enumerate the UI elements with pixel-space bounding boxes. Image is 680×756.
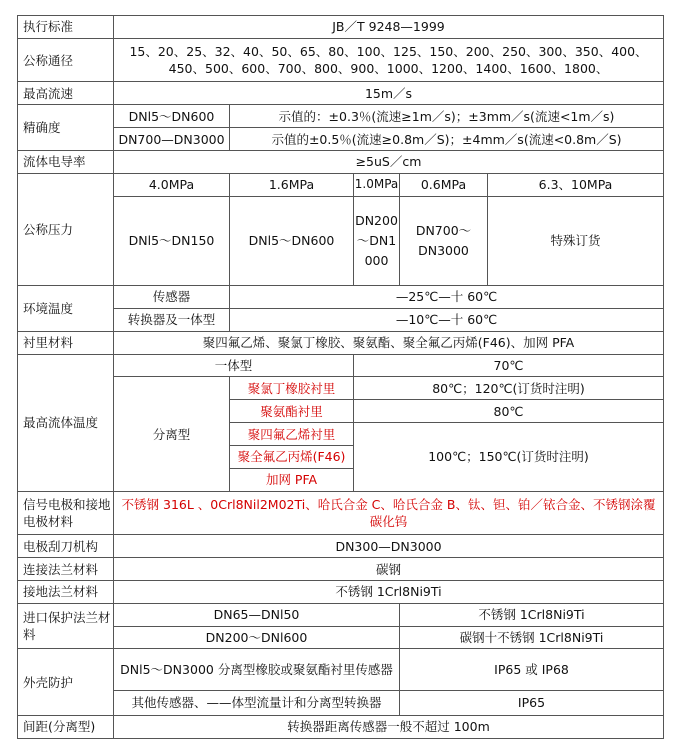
pressure-range: DNl5～DN600	[230, 196, 354, 285]
accuracy-value: 示值的±0.5％(流速≥0.8m／S)；±4mm／s(流速<0.8m／S)	[230, 128, 664, 151]
label-conn-flange: 连接法兰材料	[18, 558, 114, 581]
pressure-rating: 6.3、10MPa	[488, 173, 664, 196]
row-lining	[18, 331, 664, 354]
row-standard	[18, 16, 664, 39]
pressure-range: 特殊订货	[488, 196, 664, 285]
value-electrode: 不锈钢 316L 、0Crl8Nil2M02Ti、哈氏合金 C、哈氏合金 B、钛、钽、铂／铱合金、不锈钢涂覆碳化钨	[114, 491, 664, 535]
accuracy-range: DNl5～DN600	[114, 105, 230, 128]
value-conductivity: ≥5uS／cm	[114, 151, 664, 174]
row-inlet-1	[18, 603, 664, 626]
row-electrode	[18, 491, 664, 535]
accuracy-range: DN700—DN3000	[114, 128, 230, 151]
fluid-lining-item: 聚氨酯衬里	[230, 400, 354, 423]
ambient-item: 传感器	[114, 286, 230, 309]
fluid-separate-name: 分离型	[114, 377, 230, 491]
ambient-value: —10℃—十 60℃	[230, 308, 664, 331]
value-conn-flange: 碳钢	[114, 558, 664, 581]
label-velocity: 最高流速	[18, 82, 114, 105]
label-housing: 外壳防护	[18, 649, 114, 715]
ambient-item: 转换器及一体型	[114, 308, 230, 331]
inlet-range: DN65—DNl50	[114, 603, 400, 626]
value-distance: 转换器距离传感器一般不超过 100m	[114, 715, 664, 738]
label-accuracy: 精确度	[18, 105, 114, 151]
fluid-lining-item: 加网 PFA	[230, 468, 354, 491]
row-ambient-2	[18, 308, 664, 331]
row-accuracy-1	[18, 105, 664, 128]
value-diameter: 15、20、25、32、40、50、65、80、100、125、150、200、250、300、350、400、450、500、600、700、800、900、1000、1200、1400、1600、1800、	[114, 38, 664, 82]
fluid-integrated-name: 一体型	[114, 354, 354, 377]
pressure-rating: 1.0MPa	[354, 173, 400, 196]
spec-table-wrapper	[17, 15, 663, 739]
row-diameter	[18, 38, 664, 82]
fluid-lining-item: 聚全氟乙丙烯(F46)	[230, 445, 354, 468]
fluid-lining-group-value: 100℃；150℃(订货时注明)	[354, 423, 664, 492]
accuracy-value: 示值的：±0.3％(流速≥1m／s)；±3mm／s(流速<1m／s)	[230, 105, 664, 128]
fluid-integrated-value: 70℃	[354, 354, 664, 377]
pressure-range: DNl5～DN150	[114, 196, 230, 285]
housing-value: IP65	[400, 691, 664, 716]
label-lining: 衬里材料	[18, 331, 114, 354]
label-pressure: 公称压力	[18, 173, 114, 285]
label-ambient: 环境温度	[18, 286, 114, 332]
inlet-value: 不锈钢 1Crl8Ni9Ti	[400, 603, 664, 626]
row-conn-flange	[18, 558, 664, 581]
fluid-lining-value: 80℃；120℃(订货时注明)	[354, 377, 664, 400]
label-inlet-flange: 进口保护法兰材料	[18, 603, 114, 649]
value-scraper: DN300—DN3000	[114, 535, 664, 558]
row-inlet-2	[18, 626, 664, 649]
value-ground-flange: 不锈钢 1Crl8Ni9Ti	[114, 580, 664, 603]
value-standard: JB／T 9248—1999	[114, 16, 664, 39]
pressure-rating: 4.0MPa	[114, 173, 230, 196]
label-electrode: 信号电极和接地电极材料	[18, 491, 114, 535]
row-pressure-range	[18, 196, 664, 285]
fluid-lining-item: 聚氯丁橡胶衬里	[230, 377, 354, 400]
row-housing-2	[18, 691, 664, 716]
row-conductivity	[18, 151, 664, 174]
pressure-range: DN200～DN1000	[354, 196, 400, 285]
row-ground-flange	[18, 580, 664, 603]
label-diameter: 公称通径	[18, 38, 114, 82]
label-standard: 执行标准	[18, 16, 114, 39]
row-fluid-sep-1	[18, 377, 664, 400]
row-housing-1	[18, 649, 664, 691]
row-accuracy-2	[18, 128, 664, 151]
housing-item: DNl5～DN3000 分离型橡胶或聚氨酯衬里传感器	[114, 649, 400, 691]
housing-value: IP65 或 IP68	[400, 649, 664, 691]
fluid-lining-item: 聚四氟乙烯衬里	[230, 423, 354, 446]
label-fluid-temp: 最高流体温度	[18, 354, 114, 491]
pressure-rating: 1.6MPa	[230, 173, 354, 196]
row-scraper	[18, 535, 664, 558]
fluid-lining-value: 80℃	[354, 400, 664, 423]
ambient-value: —25℃—十 60℃	[230, 286, 664, 309]
inlet-range: DN200～DNl600	[114, 626, 400, 649]
value-lining: 聚四氟乙烯、聚氯丁橡胶、聚氨酯、聚全氟乙丙烯(F46)、加网 PFA	[114, 331, 664, 354]
row-velocity	[18, 82, 664, 105]
value-velocity: 15m／s	[114, 82, 664, 105]
row-distance	[18, 715, 664, 738]
pressure-rating: 0.6MPa	[400, 173, 488, 196]
label-scraper: 电极刮刀机构	[18, 535, 114, 558]
inlet-value: 碳钢十不锈钢 1Crl8Ni9Ti	[400, 626, 664, 649]
label-ground-flange: 接地法兰材料	[18, 580, 114, 603]
row-pressure-head	[18, 173, 664, 196]
row-ambient-1	[18, 286, 664, 309]
spec-table	[17, 15, 664, 739]
label-distance: 间距(分离型)	[18, 715, 114, 738]
housing-item: 其他传感器、——体型流量计和分离型转换器	[114, 691, 400, 716]
row-fluid-integrated	[18, 354, 664, 377]
pressure-range: DN700～DN3000	[400, 196, 488, 285]
label-conductivity: 流体电导率	[18, 151, 114, 174]
